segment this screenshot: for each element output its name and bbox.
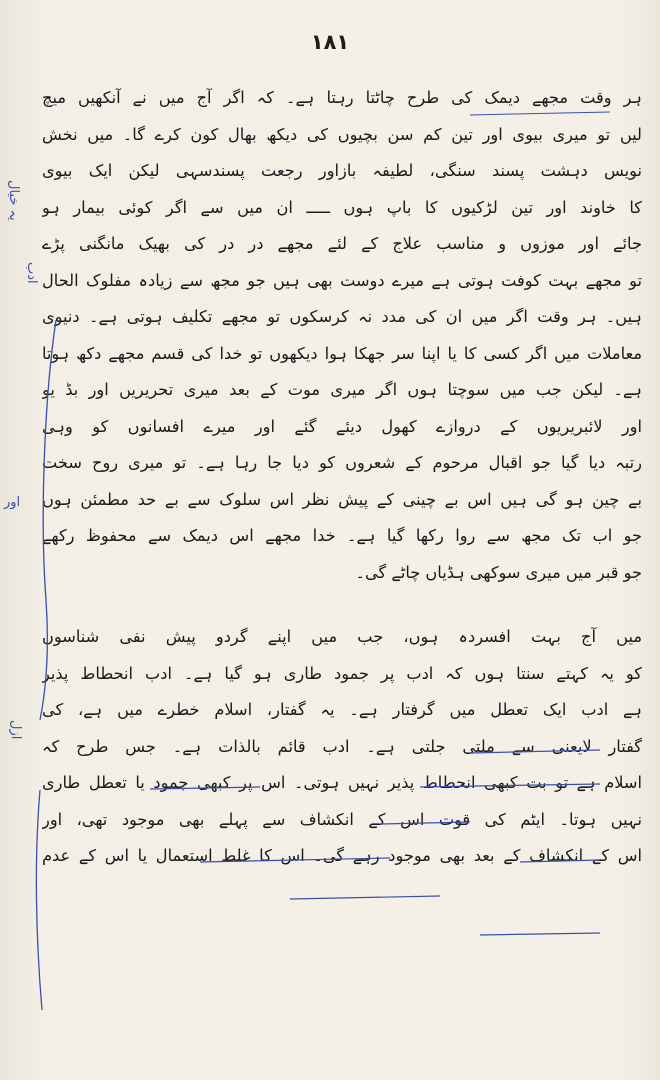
text-line: جو قبر میں میری سوکھی ہڈیاں چاٹے گی۔ [355, 562, 642, 582]
text-line: نویس دہشت پسند سنگی، لطیفہ بازاور رجعت پسندسہی لیکن ایک بیوی [42, 161, 642, 180]
body-text [42, 80, 642, 875]
text-line: ہیں۔ ہر وقت اگر میں ان کی مدد نہ کرسکوں تو مجھے تکلیف ہوتی ہے۔ دنیوی [42, 307, 642, 326]
page-number: ۱۸۱ [310, 30, 350, 54]
margin-note: اور [4, 495, 21, 510]
text-line: نہیں ہوتا۔ ایٹم کی قوت اس کے انکشاف سے پہلے بھی موجود تھی، اور [42, 809, 642, 829]
text-line: اور لائبریریوں کے دروازے کھول دیئے گئے اور میرے افسانوں کو وہی [42, 416, 642, 436]
text-line: کو یہ کہتے سنتا ہوں کہ ادب پر جمود طاری ہو گیا ہے۔ ادب انحطاط پذیر [42, 663, 642, 683]
text-line: رتبہ دیا گیا جو اقبال مرحوم کے شعروں کو دیا جا رہا ہے۔ تو میری روح سخت [42, 453, 642, 472]
margin-note: یہ خیال [6, 180, 21, 221]
underline-mark [480, 933, 600, 935]
text-line: جو اب تک مجھ سے روا رکھا گیا ہے۔ خدا مجھے اس دیمک سے محفوظ رکھے [42, 526, 642, 545]
text-line: ہے۔ لیکن جب میں سوچتا ہوں اگر میری موت کے بعد میری تحریریں اور بڈ یو [42, 380, 642, 399]
text-line: کا خاوند اور تین لڑکیوں کا باپ ہوں ـــــ ان میں سے اگر کوئی بیمار ہو [42, 197, 642, 217]
paragraph-gap [42, 591, 642, 619]
text-line: میں آج بہت افسردہ ہوں، جب میں اپنے گردو پیش نفی شناسوں [42, 627, 642, 646]
text-line: تو مجھے بہت کوفت ہوتی ہے میرے دوست بھی ہیں جو مجھ سے زیادہ مفلوک الحال [42, 270, 642, 290]
text-line: اسلام ہے تو بت کبھی انحطاط پذیر نہیں ہوتی۔ اس پر کبھی جمود یا تعطل طاری [42, 773, 642, 792]
margin-note: ازل [8, 720, 23, 740]
margin-note: ادب [24, 262, 39, 284]
text-line: ہر وقت مجھے دیمک کی طرح چاٹتا رہتا ہے۔ کہ اگر آج میں نے آنکھیں میچ [42, 88, 642, 107]
text-line: اس کے انکشاف کے بعد بھی موجود رہے گی۔ اس کا غلط استعمال یا اس کے عدم [42, 846, 642, 865]
underline-mark [290, 896, 440, 899]
text-line: لیں تو میری بیوی اور تین کم سن بچیوں کی دیکھ بھال کون کرے گا۔ میں نخش [42, 124, 642, 144]
text-line: معاملات میں اگر کسی کا یا اپنا سر جھکا ہوا دیکھوں تو خدا کی قسم مجھے دکھ ہوتا [42, 343, 642, 363]
text-line: گفتار لایعنی سے ملتی جلتی ہے۔ ادب قائم بالذات ہے۔ جس طرح کہ [42, 736, 642, 756]
text-line: جائے اور موزوں و مناسب علاج کے لئے مجھے در در کی بھیک مانگنی پڑے [42, 234, 642, 253]
paragraph-1 [42, 80, 642, 591]
text-line: بے چین ہو گی ہیں اس بے چینی کے پیش نظر اس سلوک سے بے حد مطمئن ہوں [42, 489, 642, 509]
text-line: ہے ادب ایک تعطل میں گرفتار ہے۔ یہ گفتار، اسلام خطرے میں ہے، کی [42, 700, 642, 719]
paragraph-2 [42, 619, 642, 875]
